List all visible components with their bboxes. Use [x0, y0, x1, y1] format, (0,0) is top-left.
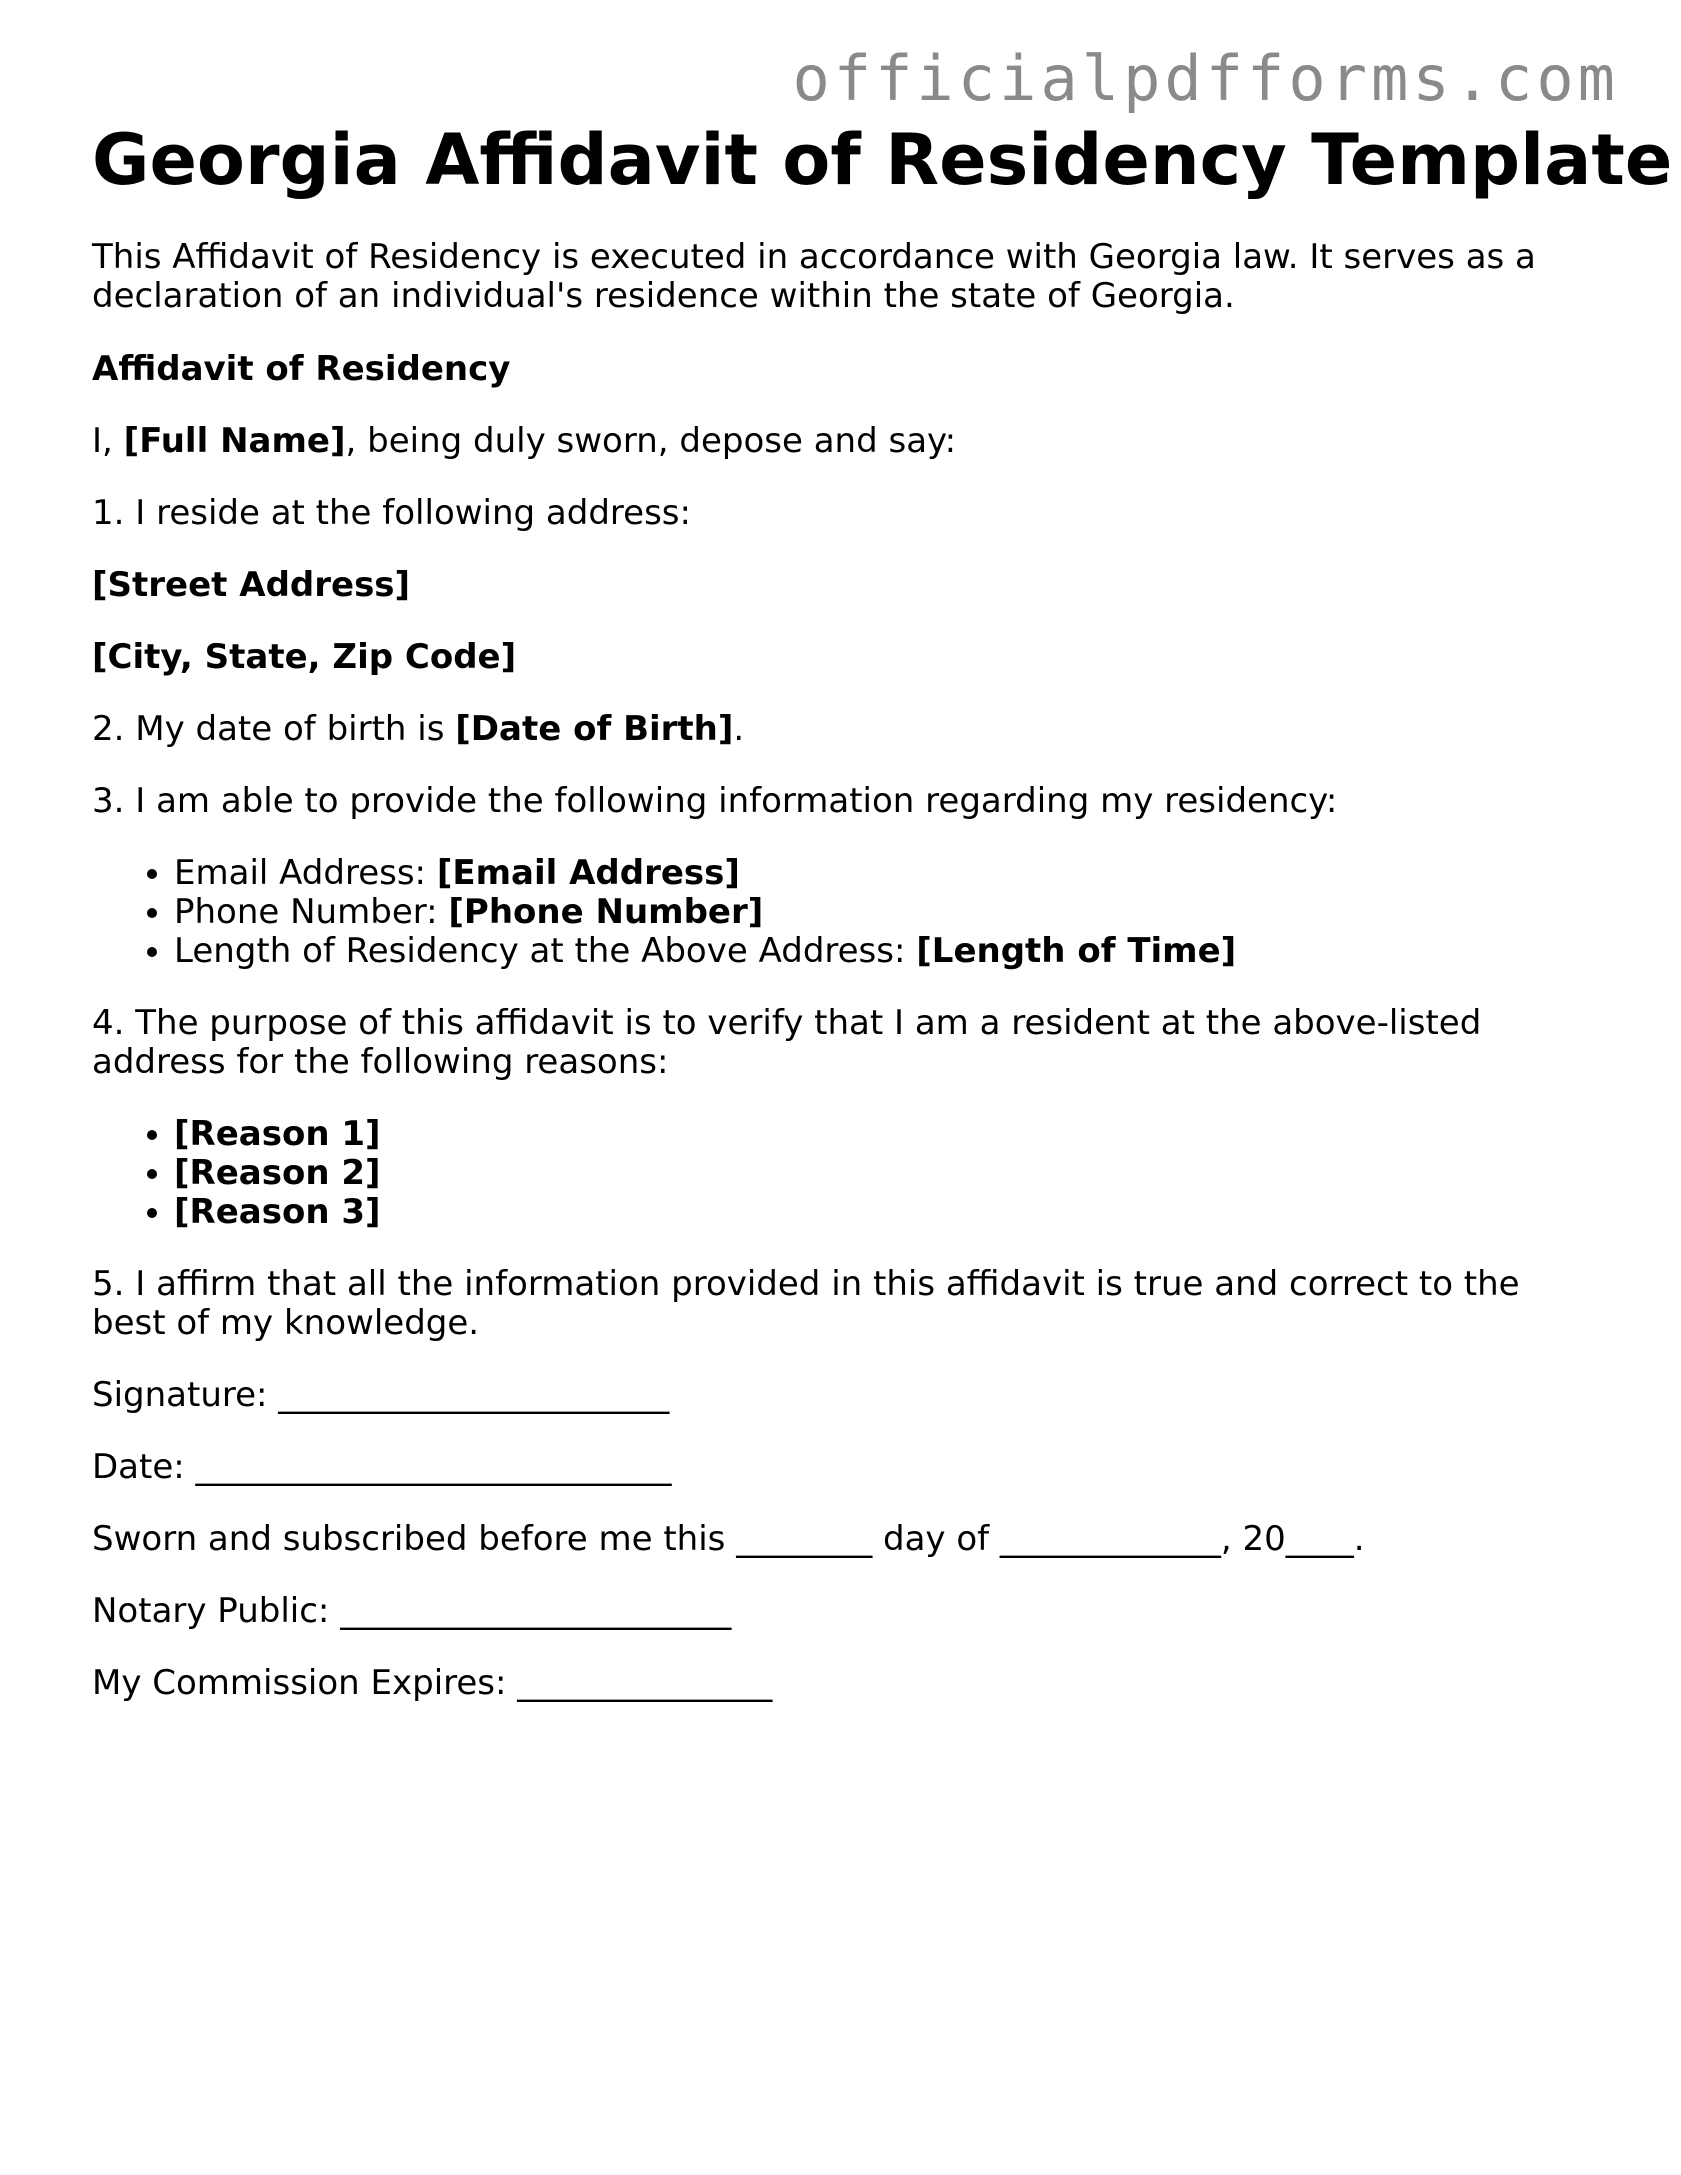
date-line: Date: ____________________________: [92, 1447, 672, 1487]
street-address-placeholder: [Street Address]: [92, 565, 411, 605]
commission-line: My Commission Expires: _______________: [92, 1663, 773, 1703]
intro-paragraph: This Affidavit of Residency is executed in accordance with Georgia law. It serves as a declaration of an individual's residence within the state of Georgia.: [92, 237, 1536, 316]
list-item: • [Reason 3]: [174, 1193, 1592, 1232]
city-state-zip-placeholder: [City, State, Zip Code]: [92, 637, 517, 677]
list-item: • Phone Number: [Phone Number]: [174, 893, 1592, 932]
signature-line: Signature: _______________________: [92, 1375, 670, 1415]
oath-prefix: I,: [92, 421, 124, 461]
full-name-placeholder: [Full Name]: [123, 421, 346, 461]
item-4-text: 4. The purpose of this affidavit is to verify that I am a resident at the above-listed address for the following reasons:: [92, 1003, 1482, 1082]
date-of-birth-placeholder: [Date of Birth]: [455, 709, 734, 749]
reasons-list: [92, 1115, 1592, 1232]
oath-suffix: , being duly sworn, depose and say:: [345, 421, 957, 461]
notary-line: Notary Public: _______________________: [92, 1591, 732, 1631]
oath-statement: [92, 422, 1592, 461]
list-item: • Length of Residency at the Above Address: [Length of Time]: [174, 932, 1592, 971]
item-1-text: 1. I reside at the following address:: [92, 493, 691, 533]
section-title: Affidavit of Residency: [92, 349, 511, 389]
list-item: • [Reason 2]: [174, 1154, 1592, 1193]
list-item: • Email Address: [Email Address]: [174, 854, 1592, 893]
page-title: Georgia Affidavit of Residency Template: [92, 119, 1673, 201]
item-3-text: 3. I am able to provide the following information regarding my residency:: [92, 781, 1338, 821]
watermark: officialpdfforms.com: [792, 42, 1619, 115]
list-item: • [Reason 1]: [174, 1115, 1592, 1154]
residency-info-list: [92, 854, 1592, 971]
item-5-text: 5. I affirm that all the information provided in this affidavit is true and correct to the best of my knowledge.: [92, 1264, 1520, 1343]
sworn-line: Sworn and subscribed before me this ________ day of _____________, 20____.: [92, 1519, 1365, 1559]
document-page: [92, 118, 1673, 1703]
item-2-text: 2. My date of birth is [Date of Birth].: [92, 709, 745, 749]
